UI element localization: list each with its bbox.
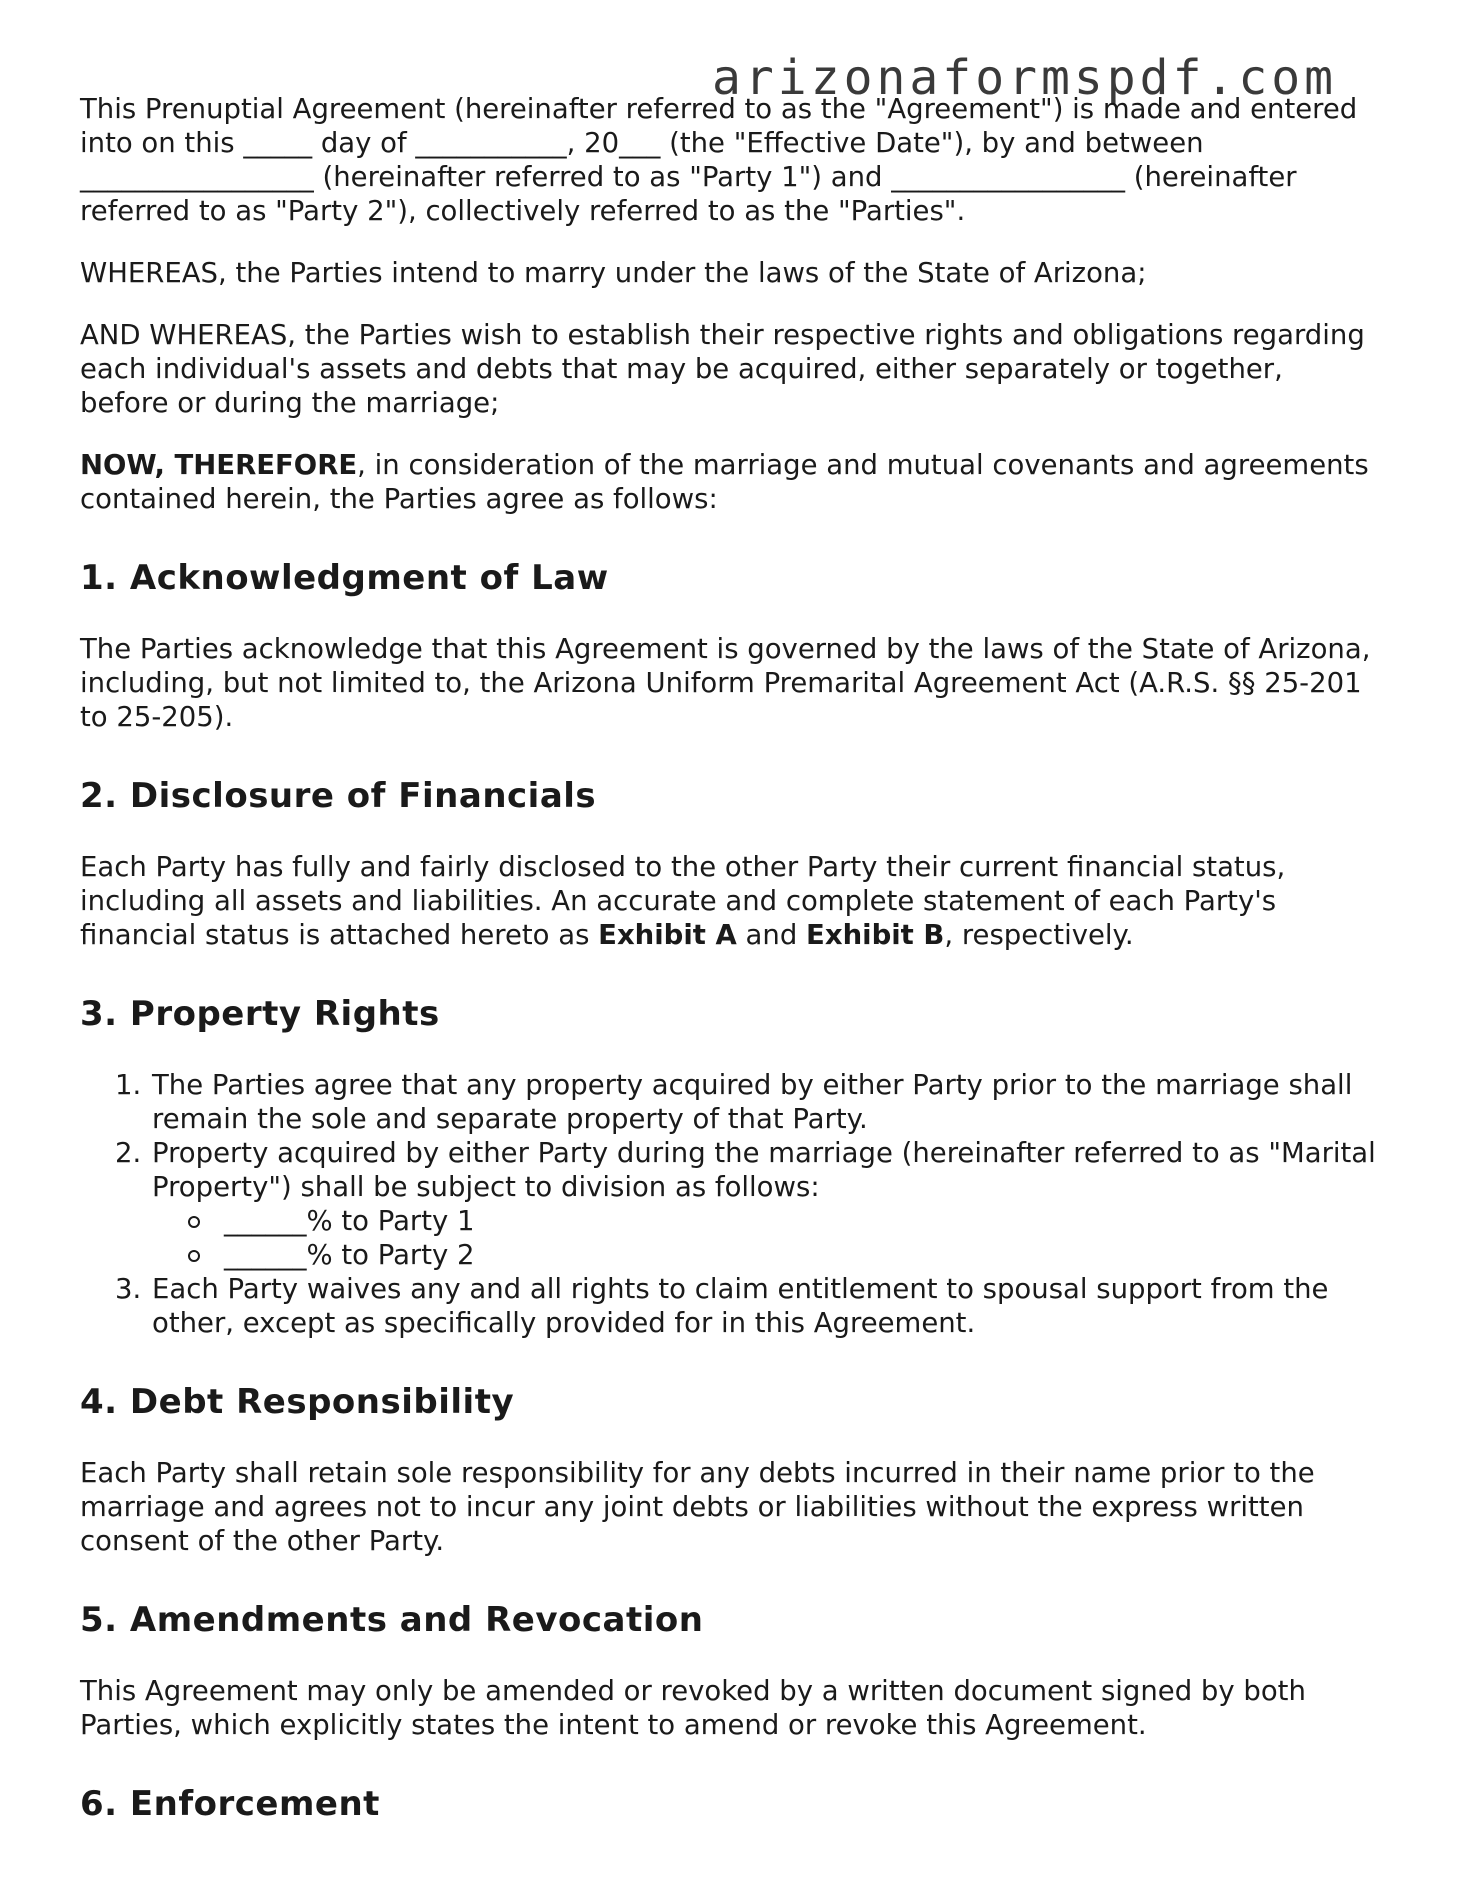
section-4-title: 4. Debt Responsibility	[80, 1382, 515, 1422]
circle-bullet-icon	[188, 1216, 200, 1228]
exhibit-b: Exhibit B	[806, 919, 945, 951]
division-item-party-2	[222, 1238, 1380, 1272]
section-4-body: Each Party shall retain sole responsibility for any debts incurred in their name prior to the marriage and agrees not to incur any joint debts or liabilities without the express written consent of the other Party.	[80, 1457, 1315, 1557]
section-5-title: 5. Amendments and Revocation	[80, 1600, 704, 1640]
section-2-text-a: Each Party has fully and fairly disclosed to the other Party their current financial status, including all assets and liabilities. An accurate and complete statement of each Party's financial status is attached hereto as	[80, 851, 1286, 951]
document-body	[80, 92, 1380, 1858]
section-2-text-b: and	[736, 919, 807, 951]
therefore-text: , in consideration of the marriage and mutual covenants and agreements contained herein, the Parties agree as follows:	[80, 449, 1369, 515]
section-3-title: 3. Property Rights	[80, 994, 440, 1034]
division-item-party-1	[222, 1204, 1380, 1238]
list-item	[150, 1068, 1380, 1136]
whereas-rights: AND WHEREAS, the Parties wish to establish their respective rights and obligations regarding each individual's assets and debts that may be acquired, either separately or together, before or during the marriage;	[80, 319, 1365, 419]
list-item	[150, 1272, 1380, 1340]
list-item	[150, 1136, 1380, 1272]
circle-bullet-icon	[188, 1250, 200, 1262]
division-text-2: ______% to Party 2	[224, 1239, 475, 1271]
watermark: arizonaformspdf.com	[712, 50, 1338, 106]
section-2-title: 2. Disclosure of Financials	[80, 776, 597, 816]
whereas-marry: WHEREAS, the Parties intend to marry under the laws of the State of Arizona;	[80, 257, 1147, 289]
therefore-paragraph	[80, 448, 1380, 516]
section-1-body: The Parties acknowledge that this Agreement is governed by the laws of the State of Arizona, including, but not limited to, the Arizona Uniform Premarital Agreement Act (A.R.S. §§ 25-201 to 25-205).	[80, 633, 1371, 733]
property-item-3: Each Party waives any and all rights to claim entitlement to spousal support from the other, except as specifically provided for in this Agreement.	[152, 1273, 1329, 1339]
section-6-title: 6. Enforcement	[80, 1784, 380, 1824]
division-text-1: ______% to Party 1	[224, 1205, 475, 1237]
section-2-body	[80, 850, 1380, 952]
section-2-text-c: , respectively.	[944, 919, 1134, 951]
section-1-title: 1. Acknowledgment of Law	[80, 558, 609, 598]
section-5-body: This Agreement may only be amended or revoked by a written document signed by both Parties, which explicitly states the intent to amend or revoke this Agreement.	[80, 1675, 1306, 1741]
therefore-bold: NOW, THEREFORE	[80, 449, 358, 481]
property-item-1: The Parties agree that any property acquired by either Party prior to the marriage shall remain the sole and separate property of that Party.	[152, 1069, 1353, 1135]
property-item-2: Property acquired by either Party during the marriage (hereinafter referred to as "Marital Property") shall be subject to division as follows:	[152, 1137, 1376, 1203]
division-list	[152, 1204, 1380, 1272]
exhibit-a: Exhibit A	[598, 919, 737, 951]
intro-paragraph: This Prenuptial Agreement (hereinafter referred to as the "Agreement") is made and entered into on this _____ day of ___________, 20___ (the "Effective Date"), by and between _________________ (hereinafter referred to as "Party 1") and _________________ (hereinafter referred to as "Party 2"), collectively referred to as the "Parties".	[80, 93, 1358, 227]
property-rights-list	[80, 1068, 1380, 1340]
